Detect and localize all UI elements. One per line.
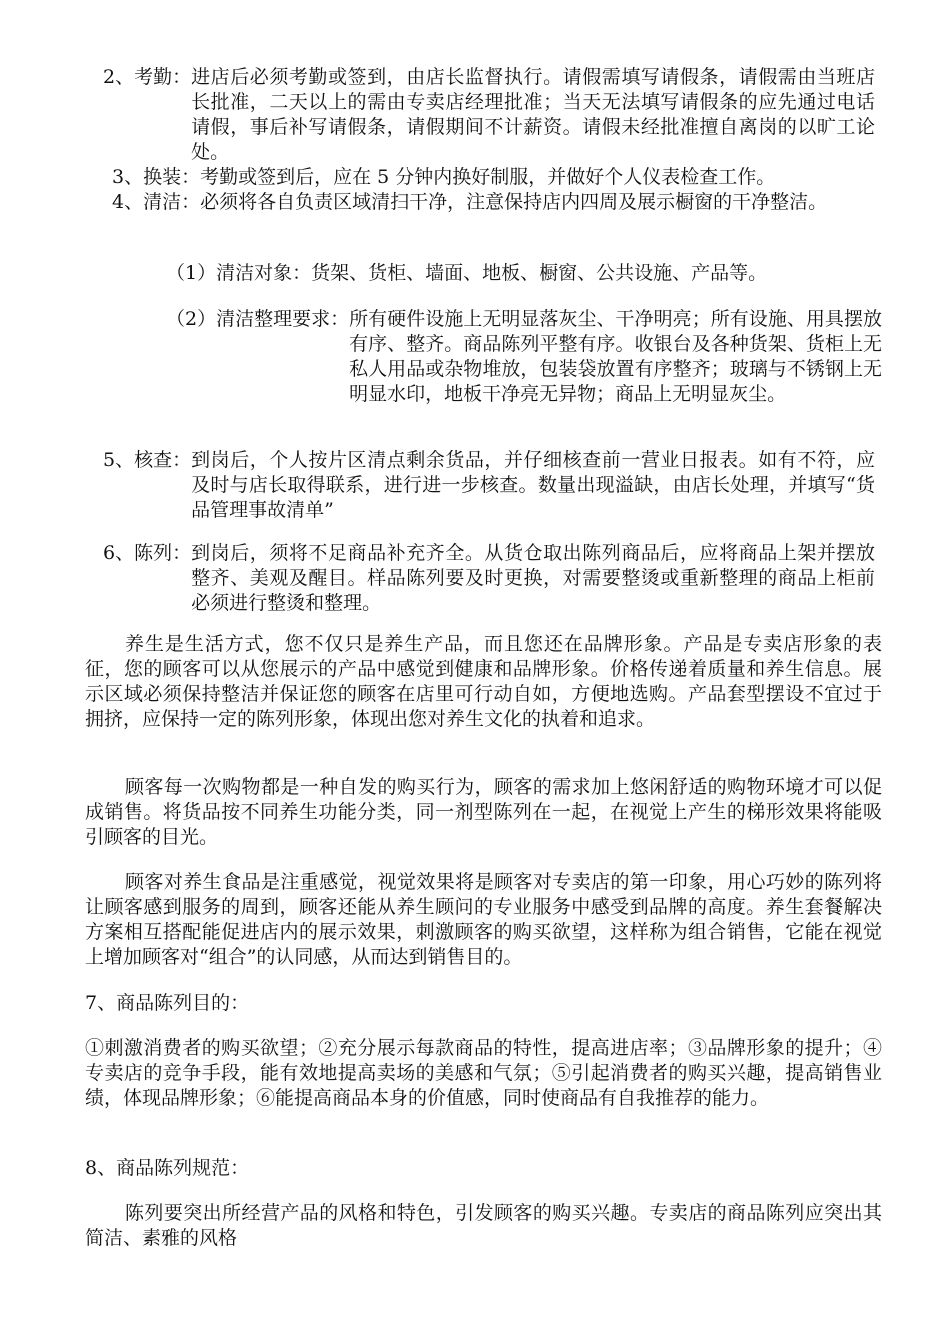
section-label: 3、换装： — [112, 166, 201, 188]
heading-display-purpose: 7、商品陈列目的： — [85, 992, 250, 1014]
subsection-label: （1）清洁对象： — [166, 262, 312, 284]
cleaning-requirements — [166, 307, 882, 407]
section-display — [103, 541, 875, 616]
paragraph-customer-feeling: 顾客对养生食品是注重感觉，视觉效果将是顾客对专卖店的第一印象，用心巧妙的陈列将让顾客感到服务的周到，顾客还能从养生顾问的专业服务中感受到品牌的高度。养生套餐解决方案相互搭配能促进店内的展示效果，刺激顾客的购买欲望，这样称为组合销售，它能在视觉上增加顾客对“组合”的认同感，从而达到销售目的。 — [85, 871, 882, 968]
paragraph-customer-purchase: 顾客每一次购物都是一种自发的购买行为，顾客的需求加上悠闲舒适的购物环境才可以促成销售。将货品按不同养生功能分类，同一剂型陈列在一起，在视觉上产生的梯形效果将能吸引顾客的目光。 — [85, 776, 882, 848]
section-text: 到岗后，须将不足商品补充齐全。从货仓取出陈列商品后，应将商品上架并摆放整齐、美观及醒目。样品陈列要及时更换，对需要整烫或重新整理的商品上柜前必须进行整烫和整理。 — [191, 542, 875, 614]
subsection-text: 所有硬件设施上无明显落灰尘、干净明亮；所有设施、用具摆放有序、整齐。商品陈列平整有序。收银台及各种货架、货柜上无私人用品或杂物堆放，包装袋放置有序整齐；玻璃与不锈钢上无明显水印，地板干净亮无异物；商品上无明显灰尘。 — [349, 308, 882, 405]
section-attendance — [103, 65, 875, 165]
section-text: 进店后必须考勤或签到，由店长监督执行。请假需填写请假条，请假需由当班店长批准，二天以上的需由专卖店经理批准；当天无法填写请假条的应先通过电话请假，事后补写请假条，请假期间不计薪资。请假未经批准擅自离岗的以旷工论处。 — [191, 66, 875, 163]
subsection-text: 货架、货柜、墙面、地板、橱窗、公共设施、产品等。 — [311, 262, 768, 284]
section-label: 6、陈列： — [103, 542, 192, 564]
heading-display-standard: 8、商品陈列规范： — [85, 1157, 250, 1179]
subsection-label: （2）清洁整理要求： — [166, 308, 350, 330]
section-uniform — [112, 165, 882, 190]
paragraph-health-lifestyle: 养生是生活方式，您不仅只是养生产品，而且您还在品牌形象。产品是专卖店形象的表征，您的顾客可以从您展示的产品中感觉到健康和品牌形象。价格传递着质量和养生信息。展示区域必须保持整洁并保证您的顾客在店里可行动自如，方便地选购。产品套型摆设不宜过于拥挤，应保持一定的陈列形象，体现出您对养生文化的执着和追求。 — [85, 633, 882, 730]
paragraph-display-purpose: ①刺激消费者的购买欲望；②充分展示每款商品的特性，提高进店率；③品牌形象的提升；④专卖店的竞争手段，能有效地提高卖场的美感和气氛；⑤引起消费者的购买兴趣，提高销售业绩，体现品牌形象；⑥能提高商品本身的价值感，同时使商品有自我推荐的能力。 — [85, 1037, 882, 1109]
section-label: 2、考勤： — [103, 66, 192, 88]
cleaning-objects — [166, 261, 866, 286]
section-label: 4、清洁： — [112, 191, 201, 213]
section-label: 5、核查： — [103, 449, 192, 471]
section-text: 考勤或签到后，应在 5 分钟内换好制服，并做好个人仪表检查工作。 — [200, 166, 776, 188]
section-text: 必须将各自负责区域清扫干净，注意保持店内四周及展示橱窗的干净整洁。 — [200, 191, 828, 213]
paragraph-display-standard: 陈列要突出所经营产品的风格和特色，引发顾客的购买兴趣。专卖店的商品陈列应突出其简洁、素雅的风格 — [85, 1202, 882, 1249]
section-text: 到岗后，个人按片区清点剩余货品，并仔细核查前一营业日报表。如有不符，应及时与店长取得联系，进行进一步核查。数量出现溢缺，由店长处理，并填写“货品管理事故清单” — [191, 449, 875, 521]
section-cleaning — [112, 190, 882, 215]
section-verification — [103, 448, 875, 523]
